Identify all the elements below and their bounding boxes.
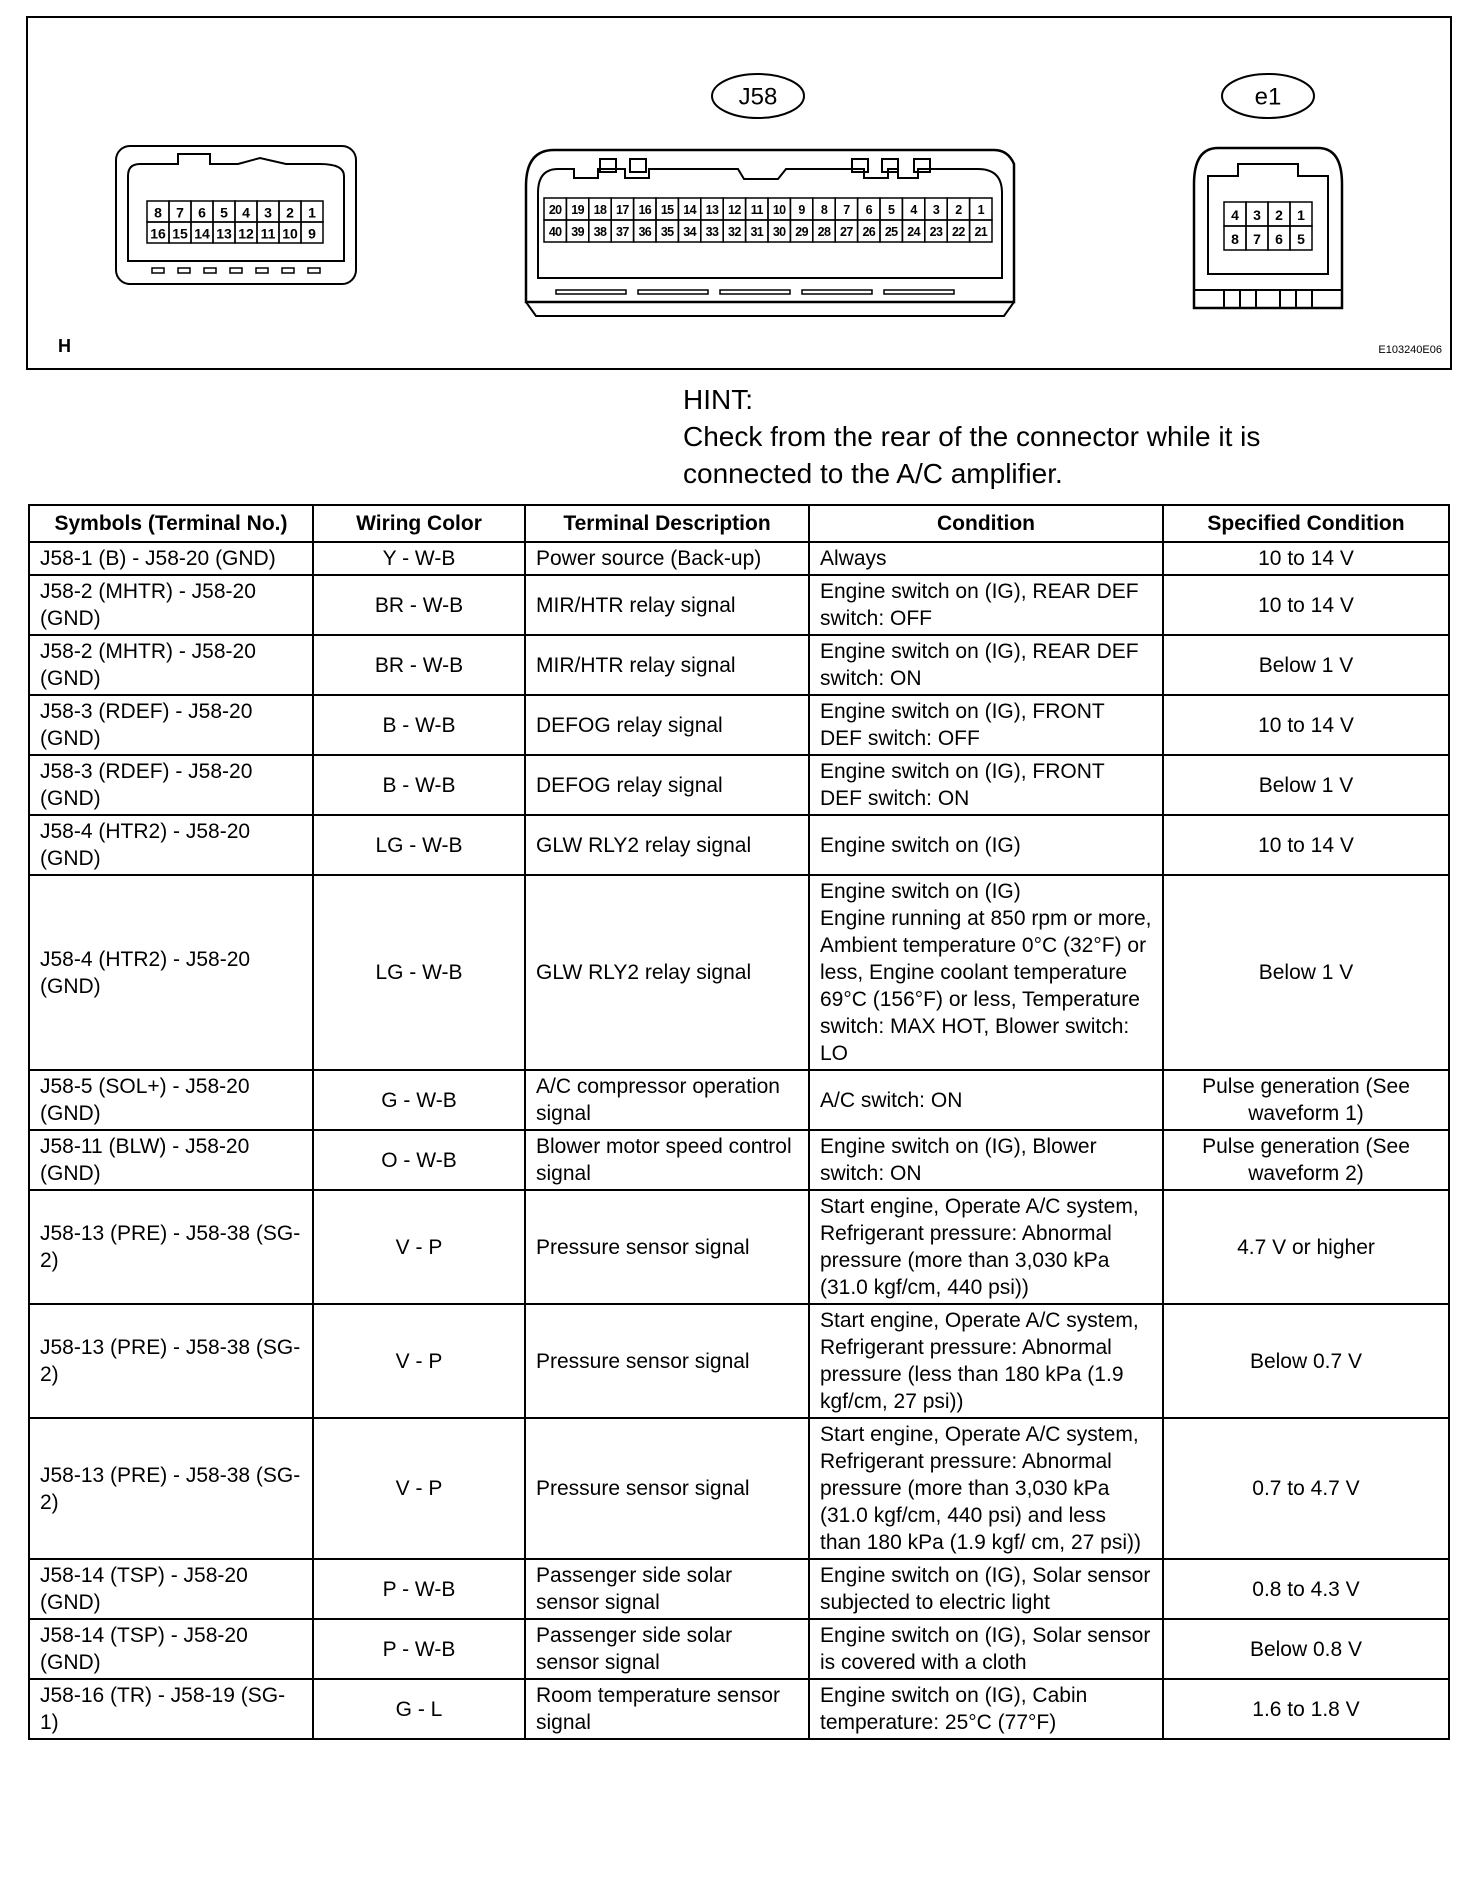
description-cell: Power source (Back-up) <box>525 542 809 575</box>
connector-j58-pin-label: 5 <box>888 203 895 217</box>
connector-j58-pin-label: 25 <box>884 225 898 239</box>
condition-cell: Engine switch on (IG), Solar sensor subjected to electric light <box>809 1559 1163 1619</box>
connector-j58-pins <box>544 198 992 242</box>
connector-e1-pin-label: 4 <box>1231 207 1239 223</box>
specified-condition-cell: 10 to 14 V <box>1163 695 1449 755</box>
symbol-cell: J58-13 (PRE) - J58-38 (SG-2) <box>29 1190 313 1304</box>
specified-condition-cell: Below 1 V <box>1163 635 1449 695</box>
hint-block <box>683 381 1383 492</box>
connector-j58-pin-label: 34 <box>683 225 696 239</box>
wiring-color-cell: P - W-B <box>313 1619 525 1679</box>
connector-j58-pin-label: 38 <box>593 225 607 239</box>
table-row <box>29 1559 1449 1619</box>
header-terminal-description: Terminal Description <box>525 505 809 542</box>
connector-j58-pin-label: 1 <box>977 203 984 217</box>
connector-h-pin-label: 14 <box>194 225 210 242</box>
connector-j58-pin-label: 23 <box>929 225 943 239</box>
connector-j58-pin-label: 30 <box>772 225 786 239</box>
wiring-color-cell: B - W-B <box>313 695 525 755</box>
table-row <box>29 1190 1449 1304</box>
description-cell: DEFOG relay signal <box>525 695 809 755</box>
symbol-cell: J58-13 (PRE) - J58-38 (SG-2) <box>29 1418 313 1559</box>
wiring-color-cell: BR - W-B <box>313 635 525 695</box>
table-header-row <box>29 505 1449 542</box>
description-cell: A/C compressor operation signal <box>525 1070 809 1130</box>
connector-h-pin-label: 9 <box>308 225 316 242</box>
connector-h-pin-label: 6 <box>198 204 206 221</box>
connector-h-pin-label: 16 <box>150 225 166 242</box>
connector-e1-pin-label: 7 <box>1253 231 1261 247</box>
table-row <box>29 695 1449 755</box>
connector-h-pin-label: 13 <box>216 225 232 242</box>
condition-cell: Engine switch on (IG), FRONT DEF switch: OFF <box>809 695 1163 755</box>
connector-e1-pin-label: 3 <box>1253 207 1261 223</box>
connector-j58-pin-label: 14 <box>683 203 696 217</box>
description-cell: Pressure sensor signal <box>525 1190 809 1304</box>
connector-h <box>116 146 356 284</box>
wiring-color-cell: LG - W-B <box>313 815 525 875</box>
corner-letter: H <box>58 336 71 356</box>
symbol-cell: J58-4 (HTR2) - J58-20 (GND) <box>29 875 313 1070</box>
condition-cell: Engine switch on (IG), Blower switch: ON <box>809 1130 1163 1190</box>
table-row <box>29 1070 1449 1130</box>
connector-j58-pin-label: 19 <box>571 203 584 217</box>
specified-condition-cell: Below 1 V <box>1163 875 1449 1070</box>
description-cell: GLW RLY2 relay signal <box>525 815 809 875</box>
table-body <box>29 542 1449 1739</box>
connector-j58-pin-label: 37 <box>616 225 629 239</box>
specified-condition-cell: 10 to 14 V <box>1163 575 1449 635</box>
header-specified-condition: Specified Condition <box>1163 505 1449 542</box>
symbol-cell: J58-14 (TSP) - J58-20 (GND) <box>29 1559 313 1619</box>
connector-h-pins <box>147 201 323 243</box>
connector-j58-pin-label: 3 <box>932 203 940 217</box>
header-condition: Condition <box>809 505 1163 542</box>
connector-h-pin-label: 4 <box>242 204 250 221</box>
connector-j58-pin-label: 9 <box>798 203 805 217</box>
connector-j58-pin-label: 2 <box>955 203 962 217</box>
specified-condition-cell: Below 0.8 V <box>1163 1619 1449 1679</box>
specified-condition-cell: Pulse generation (See waveform 1) <box>1163 1070 1449 1130</box>
specified-condition-cell: 10 to 14 V <box>1163 542 1449 575</box>
connector-j58-pin-label: 8 <box>820 203 828 217</box>
condition-cell: Always <box>809 542 1163 575</box>
connector-j58-pin-label: 21 <box>974 225 988 239</box>
specified-condition-cell: Below 0.7 V <box>1163 1304 1449 1418</box>
hint-line-2: connected to the A/C amplifier. <box>683 458 1063 489</box>
connector-j58-pin-label: 10 <box>772 203 786 217</box>
connector-j58-pin-label: 22 <box>952 225 965 239</box>
table-row <box>29 1619 1449 1679</box>
table-row <box>29 575 1449 635</box>
table-row <box>29 755 1449 815</box>
description-cell: DEFOG relay signal <box>525 755 809 815</box>
specified-condition-cell: 10 to 14 V <box>1163 815 1449 875</box>
table-row <box>29 542 1449 575</box>
j58-label: J58 <box>738 83 778 111</box>
condition-cell: Engine switch on (IG), REAR DEF switch: OFF <box>809 575 1163 635</box>
description-cell: Room temperature sensor signal <box>525 1679 809 1739</box>
e1-label: e1 <box>1254 83 1282 111</box>
connector-h-pin-label: 5 <box>220 204 228 221</box>
header-symbols: Symbols (Terminal No.) <box>29 505 313 542</box>
connector-j58-pin-label: 36 <box>638 225 652 239</box>
connector-h-pin-label: 1 <box>308 204 316 221</box>
wiring-color-cell: BR - W-B <box>313 575 525 635</box>
hint-title: HINT: <box>683 384 753 415</box>
condition-cell: Start engine, Operate A/C system, Refrigerant pressure: Abnormal pressure (more than 3,030 kPa (31.0 kgf/cm, 440 psi)) <box>809 1190 1163 1304</box>
symbol-cell: J58-11 (BLW) - J58-20 (GND) <box>29 1130 313 1190</box>
symbol-cell: J58-5 (SOL+) - J58-20 (GND) <box>29 1070 313 1130</box>
terminal-spec-table <box>28 504 1450 1740</box>
connector-j58-pin-label: 27 <box>840 225 853 239</box>
connector-j58-pin-label: 11 <box>750 203 763 217</box>
wiring-color-cell: LG - W-B <box>313 875 525 1070</box>
table-row <box>29 635 1449 695</box>
connector-h-pin-label: 7 <box>176 204 184 221</box>
connector-j58-pin-label: 12 <box>728 203 741 217</box>
connector-j58-pin-label: 24 <box>907 225 920 239</box>
wiring-color-cell: G - W-B <box>313 1070 525 1130</box>
connector-j58-pin-label: 6 <box>865 203 872 217</box>
wiring-color-cell: V - P <box>313 1304 525 1418</box>
connector-j58-pin-label: 17 <box>616 203 629 217</box>
table-row <box>29 815 1449 875</box>
specified-condition-cell: Below 1 V <box>1163 755 1449 815</box>
symbol-cell: J58-2 (MHTR) - J58-20 (GND) <box>29 635 313 695</box>
description-cell: GLW RLY2 relay signal <box>525 875 809 1070</box>
symbol-cell: J58-13 (PRE) - J58-38 (SG-2) <box>29 1304 313 1418</box>
description-cell: Pressure sensor signal <box>525 1418 809 1559</box>
header-wiring-color: Wiring Color <box>313 505 525 542</box>
specified-condition-cell: Pulse generation (See waveform 2) <box>1163 1130 1449 1190</box>
condition-cell: Engine switch on (IG), FRONT DEF switch: ON <box>809 755 1163 815</box>
wiring-color-cell: P - W-B <box>313 1559 525 1619</box>
specified-condition-cell: 0.8 to 4.3 V <box>1163 1559 1449 1619</box>
table-row <box>29 1304 1449 1418</box>
table-row <box>29 1679 1449 1739</box>
symbol-cell: J58-3 (RDEF) - J58-20 (GND) <box>29 695 313 755</box>
connector-diagram <box>26 16 1452 370</box>
connector-j58-pin-label: 18 <box>593 203 607 217</box>
connector-j58-pin-label: 16 <box>638 203 652 217</box>
connector-j58-pin-label: 31 <box>750 225 764 239</box>
connector-h-pin-label: 2 <box>286 204 294 221</box>
connector-j58-pin-label: 26 <box>862 225 876 239</box>
connector-j58-pin-label: 29 <box>795 225 808 239</box>
condition-cell: Start engine, Operate A/C system, Refrigerant pressure: Abnormal pressure (more than 3,030 kPa (31.0 kgf/cm, 440 psi) and less than 180 kPa (1.9 kgf/ cm, 27 psi)) <box>809 1418 1163 1559</box>
connector-j58-pin-label: 33 <box>705 225 719 239</box>
symbol-cell: J58-3 (RDEF) - J58-20 (GND) <box>29 755 313 815</box>
wiring-color-cell: B - W-B <box>313 755 525 815</box>
symbol-cell: J58-2 (MHTR) - J58-20 (GND) <box>29 575 313 635</box>
specified-condition-cell: 4.7 V or higher <box>1163 1190 1449 1304</box>
connector-e1-pin-label: 6 <box>1275 231 1283 247</box>
wiring-color-cell: V - P <box>313 1190 525 1304</box>
condition-cell: Engine switch on (IG) Engine running at 850 rpm or more, Ambient temperature 0°C (32°F) or less, Engine coolant temperature 69°C (156°F) or less, Temperature switch: MAX HOT, Blower switch: LO <box>809 875 1163 1070</box>
condition-cell: Engine switch on (IG), REAR DEF switch: ON <box>809 635 1163 695</box>
condition-cell: Engine switch on (IG), Cabin temperature: 25°C (77°F) <box>809 1679 1163 1739</box>
description-cell: MIR/HTR relay signal <box>525 575 809 635</box>
specified-condition-cell: 1.6 to 1.8 V <box>1163 1679 1449 1739</box>
connector-h-pin-label: 3 <box>264 204 272 221</box>
condition-cell: A/C switch: ON <box>809 1070 1163 1130</box>
connector-j58-pin-label: 28 <box>817 225 831 239</box>
connector-e1-pin-label: 5 <box>1297 231 1305 247</box>
connector-h-pin-label: 12 <box>238 225 254 242</box>
condition-cell: Start engine, Operate A/C system, Refrigerant pressure: Abnormal pressure (less than 180 kPa (1.9 kgf/cm, 27 psi)) <box>809 1304 1163 1418</box>
description-cell: Passenger side solar sensor signal <box>525 1619 809 1679</box>
connector-j58-pin-label: 32 <box>728 225 741 239</box>
description-cell: Blower motor speed control signal <box>525 1130 809 1190</box>
connector-e1-pin-label: 1 <box>1297 207 1305 223</box>
connector-h-pin-label: 8 <box>154 204 162 221</box>
wiring-color-cell: V - P <box>313 1418 525 1559</box>
symbol-cell: J58-4 (HTR2) - J58-20 (GND) <box>29 815 313 875</box>
description-cell: MIR/HTR relay signal <box>525 635 809 695</box>
connector-j58-pin-label: 7 <box>843 203 850 217</box>
connector-j58-pin-label: 39 <box>571 225 584 239</box>
connector-j58-pin-label: 40 <box>548 225 562 239</box>
connector-h-pin-label: 11 <box>260 225 276 242</box>
description-cell: Passenger side solar sensor signal <box>525 1559 809 1619</box>
connector-j58-pin-label: 15 <box>660 203 674 217</box>
connector-j58-pin-label: 35 <box>660 225 674 239</box>
condition-cell: Engine switch on (IG), Solar sensor is covered with a cloth <box>809 1619 1163 1679</box>
symbol-cell: J58-14 (TSP) - J58-20 (GND) <box>29 1619 313 1679</box>
wiring-color-cell: Y - W-B <box>313 542 525 575</box>
connector-h-pin-label: 15 <box>172 225 188 242</box>
connector-e1-pin-label: 2 <box>1275 207 1283 223</box>
condition-cell: Engine switch on (IG) <box>809 815 1163 875</box>
table-row <box>29 875 1449 1070</box>
connector-j58-pin-label: 13 <box>705 203 719 217</box>
connector-h-pin-label: 10 <box>282 225 298 242</box>
hint-line-1: Check from the rear of the connector while it is <box>683 421 1261 452</box>
connector-e1-pin-label: 8 <box>1231 231 1239 247</box>
connector-j58-pin-label: 20 <box>548 203 562 217</box>
table-row <box>29 1130 1449 1190</box>
wiring-color-cell: O - W-B <box>313 1130 525 1190</box>
connector-e1-pins <box>1224 202 1312 250</box>
symbol-cell: J58-16 (TR) - J58-19 (SG-1) <box>29 1679 313 1739</box>
figure-id: E103240E06 <box>1378 344 1442 356</box>
specified-condition-cell: 0.7 to 4.7 V <box>1163 1418 1449 1559</box>
connector-drawing <box>28 18 1450 368</box>
table-row <box>29 1418 1449 1559</box>
connector-j58-pin-label: 4 <box>910 203 917 217</box>
description-cell: Pressure sensor signal <box>525 1304 809 1418</box>
wiring-color-cell: G - L <box>313 1679 525 1739</box>
symbol-cell: J58-1 (B) - J58-20 (GND) <box>29 542 313 575</box>
